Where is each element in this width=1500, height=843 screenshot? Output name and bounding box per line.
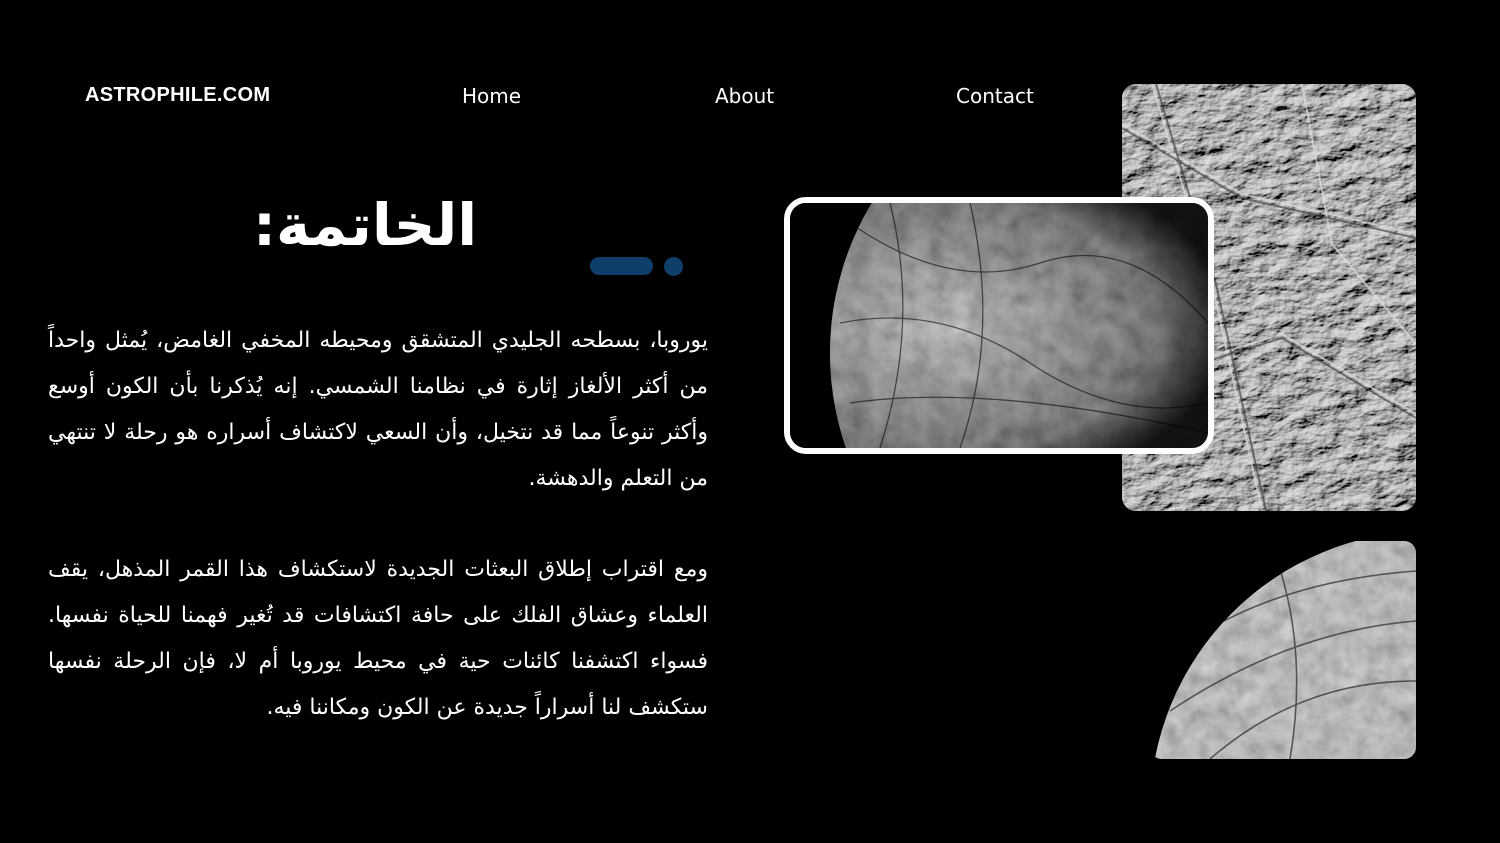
nav-home-link[interactable]: Home	[462, 84, 522, 108]
page-title: الخاتمة:	[252, 191, 478, 259]
europa-globe-image	[784, 197, 1214, 454]
conclusion-paragraph-1: يوروبا، بسطحه الجليدي المتشقق ومحيطه المخفي الغامض، يُمثل واحداً من أكثر الألغاز إثارة في نظامنا الشمسي. إنه يُذكرنا بأن الكون أوسع وأكثر تنوعاً مما قد نتخيل، وأن السعي لاكتشاف أسراره هو رحلة لا تنتهي من التعلم والدهشة.	[48, 328, 708, 491]
decorative-dot	[664, 257, 683, 276]
brand-logo[interactable]: ASTROPHILE.COM	[85, 84, 271, 106]
europa-limb-image	[1150, 541, 1416, 759]
nav-about-link[interactable]: About	[715, 84, 775, 108]
decorative-pill	[590, 257, 653, 275]
conclusion-paragraph-2: ومع اقتراب إطلاق البعثات الجديدة لاستكشاف هذا القمر المذهل، يقف العلماء وعشاق الفلك على حافة اكتشافات قد تُغير فهمنا للحياة نفسها. فسواء اكتشفنا كائنات حية في محيط يوروبا أم لا، فإن الرحلة نفسها ستكشف لنا أسراراً جديدة عن الكون ومكاننا فيه.	[48, 557, 708, 720]
nav-contact-link[interactable]: Contact	[956, 84, 1034, 108]
